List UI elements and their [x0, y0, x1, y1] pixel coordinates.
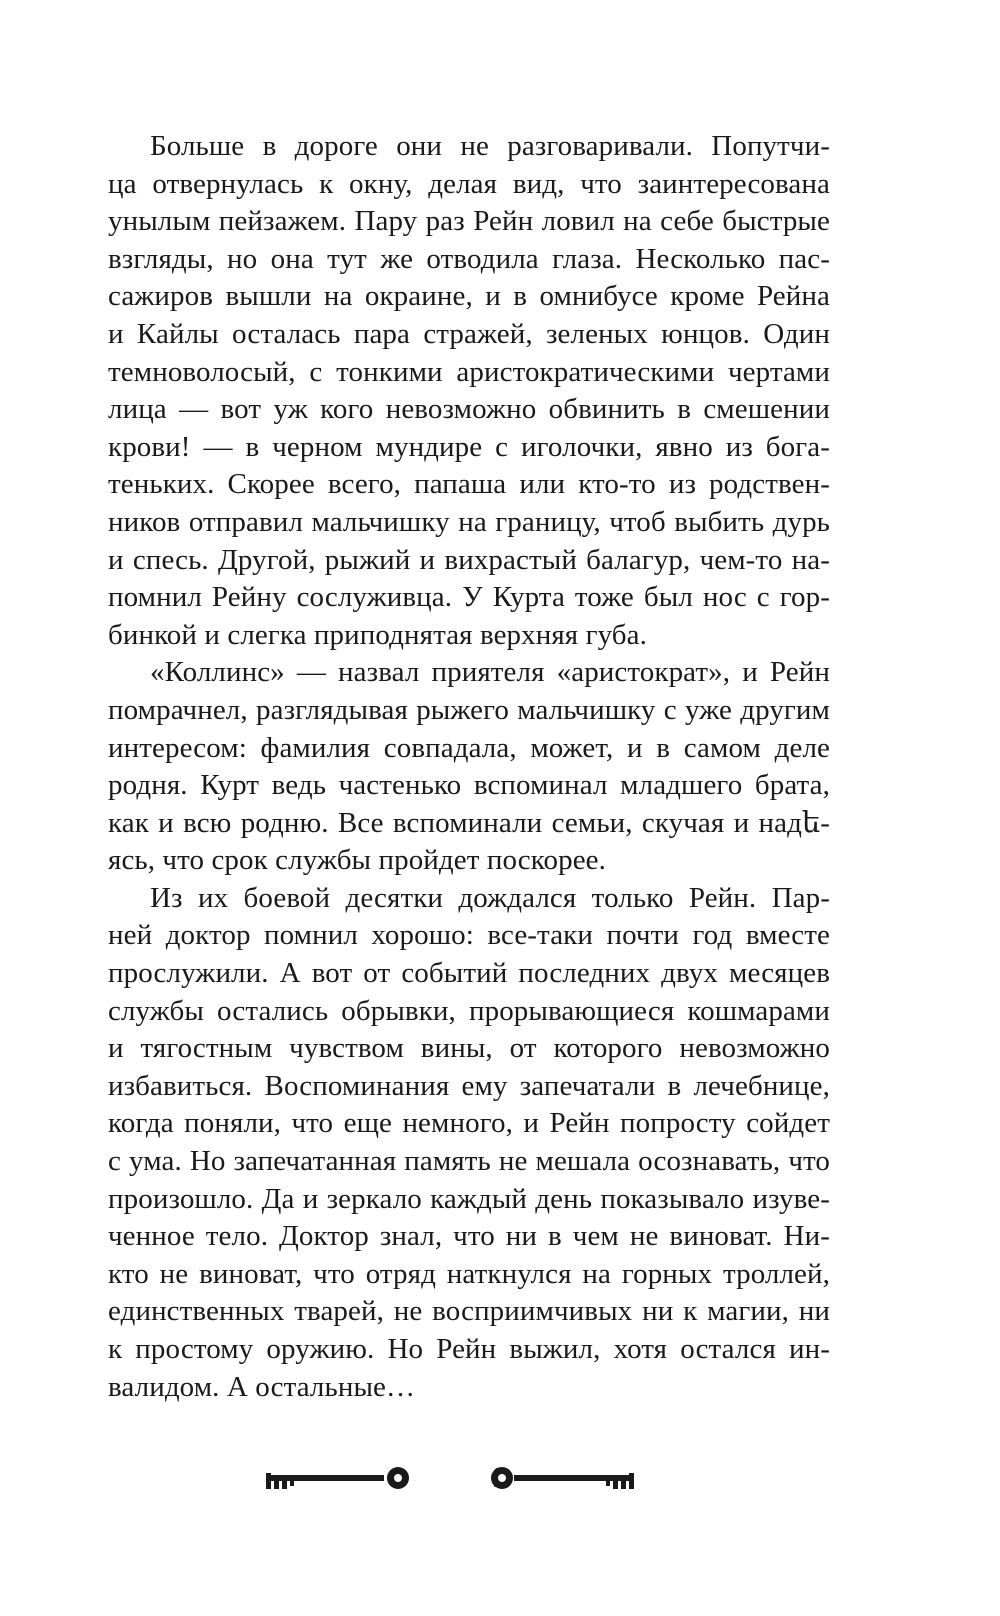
left-key-icon — [266, 1464, 414, 1494]
text-line: валидом. А остальные… — [108, 1370, 416, 1403]
text-line: службы остались обрывки, прорывающиеся кошмарами — [108, 994, 830, 1027]
text-line: родня. Курт ведь частенько вспоминал младшего брата, — [108, 769, 830, 802]
text-line: крови! — в черном мундире с иголочки, явно из бога- — [108, 430, 830, 463]
text-line: и Кайлы осталась пара стражей, зеленых юнцов. Один — [108, 317, 830, 350]
body-text — [108, 128, 830, 1406]
text-line: взгляды, но она тут же отводила глаза. Несколько пас- — [108, 242, 830, 275]
text-line: и тягостным чувством вины, от которого невозможно — [108, 1032, 830, 1065]
text-line: и спесь. Другой, рыжий и вихрастый балагур, чем-то на- — [108, 543, 830, 576]
paragraph-2 — [108, 654, 830, 880]
text-line: ней доктор помнил хорошо: все-таки почти год вместе — [108, 919, 830, 952]
text-line: теньких. Скорее всего, папаша или кто-то из родствен- — [108, 468, 830, 501]
text-line: интересом: фамилия совпадала, может, и в самом деле — [108, 731, 830, 764]
text-line: прослужили. А вот от событий последних двух месяцев — [108, 957, 830, 990]
text-line: как и всю родню. Все вспоминали семьи, скучая и надե- — [108, 806, 830, 839]
paragraph-1 — [108, 128, 830, 654]
text-line: бинкой и слегка приподнятая верхняя губа. — [108, 618, 647, 651]
text-line: избавиться. Воспоминания ему запечатали в лечебнице, — [108, 1069, 830, 1102]
text-line: ченное тело. Доктор знал, что ни в чем не виноват. Ни- — [108, 1220, 830, 1253]
text-line: с ума. Но запечатанная память не мешала осознавать, что — [108, 1145, 830, 1178]
text-line: помрачнел, разглядывая рыжего мальчишку с уже другим — [108, 693, 830, 726]
paragraph-3 — [108, 880, 830, 1406]
text-line: когда поняли, что еще немного, и Рейн попросту сойдет — [108, 1107, 830, 1140]
text-line: помнил Рейну сослуживца. У Курта тоже был нос с гор- — [108, 581, 830, 614]
text-line: ясь, что срок службы пройдет поскорее. — [108, 844, 606, 877]
text-line: кто не виноват, что отряд наткнулся на горных троллей, — [108, 1257, 830, 1290]
right-key-icon — [488, 1464, 636, 1494]
text-line: лица — вот уж кого невозможно обвинить в смешении — [108, 393, 830, 426]
page-footer — [0, 1458, 1000, 1498]
text-line: ца отвернулась к окну, делая вид, что заинтересована — [108, 167, 830, 200]
text-line: к простому оружию. Но Рейн выжил, хотя остался ин- — [108, 1333, 830, 1365]
text-line: «Коллинс» — назвал приятеля «аристократ», и Рейн — [150, 656, 830, 689]
text-line: унылым пейзажем. Пару раз Рейн ловил на себе быстрые — [108, 205, 830, 238]
text-line: произошло. Да и зеркало каждый день показывало изуве- — [108, 1182, 830, 1215]
text-line: Из их боевой десятки дождался только Рейн. Пар- — [150, 881, 830, 914]
text-line: Больше в дороге они не разговаривали. Попутчи- — [150, 130, 830, 162]
text-line: сажиров вышли на окраине, и в омнибусе кроме Рейна — [108, 280, 830, 313]
text-line: темноволосый, с тонкими аристократическими чертами — [108, 355, 830, 388]
text-line: ников отправил мальчишку на границу, чтоб выбить дурь — [108, 505, 830, 538]
text-line: единственных тварей, не восприимчивых ни к магии, ни — [108, 1295, 830, 1328]
